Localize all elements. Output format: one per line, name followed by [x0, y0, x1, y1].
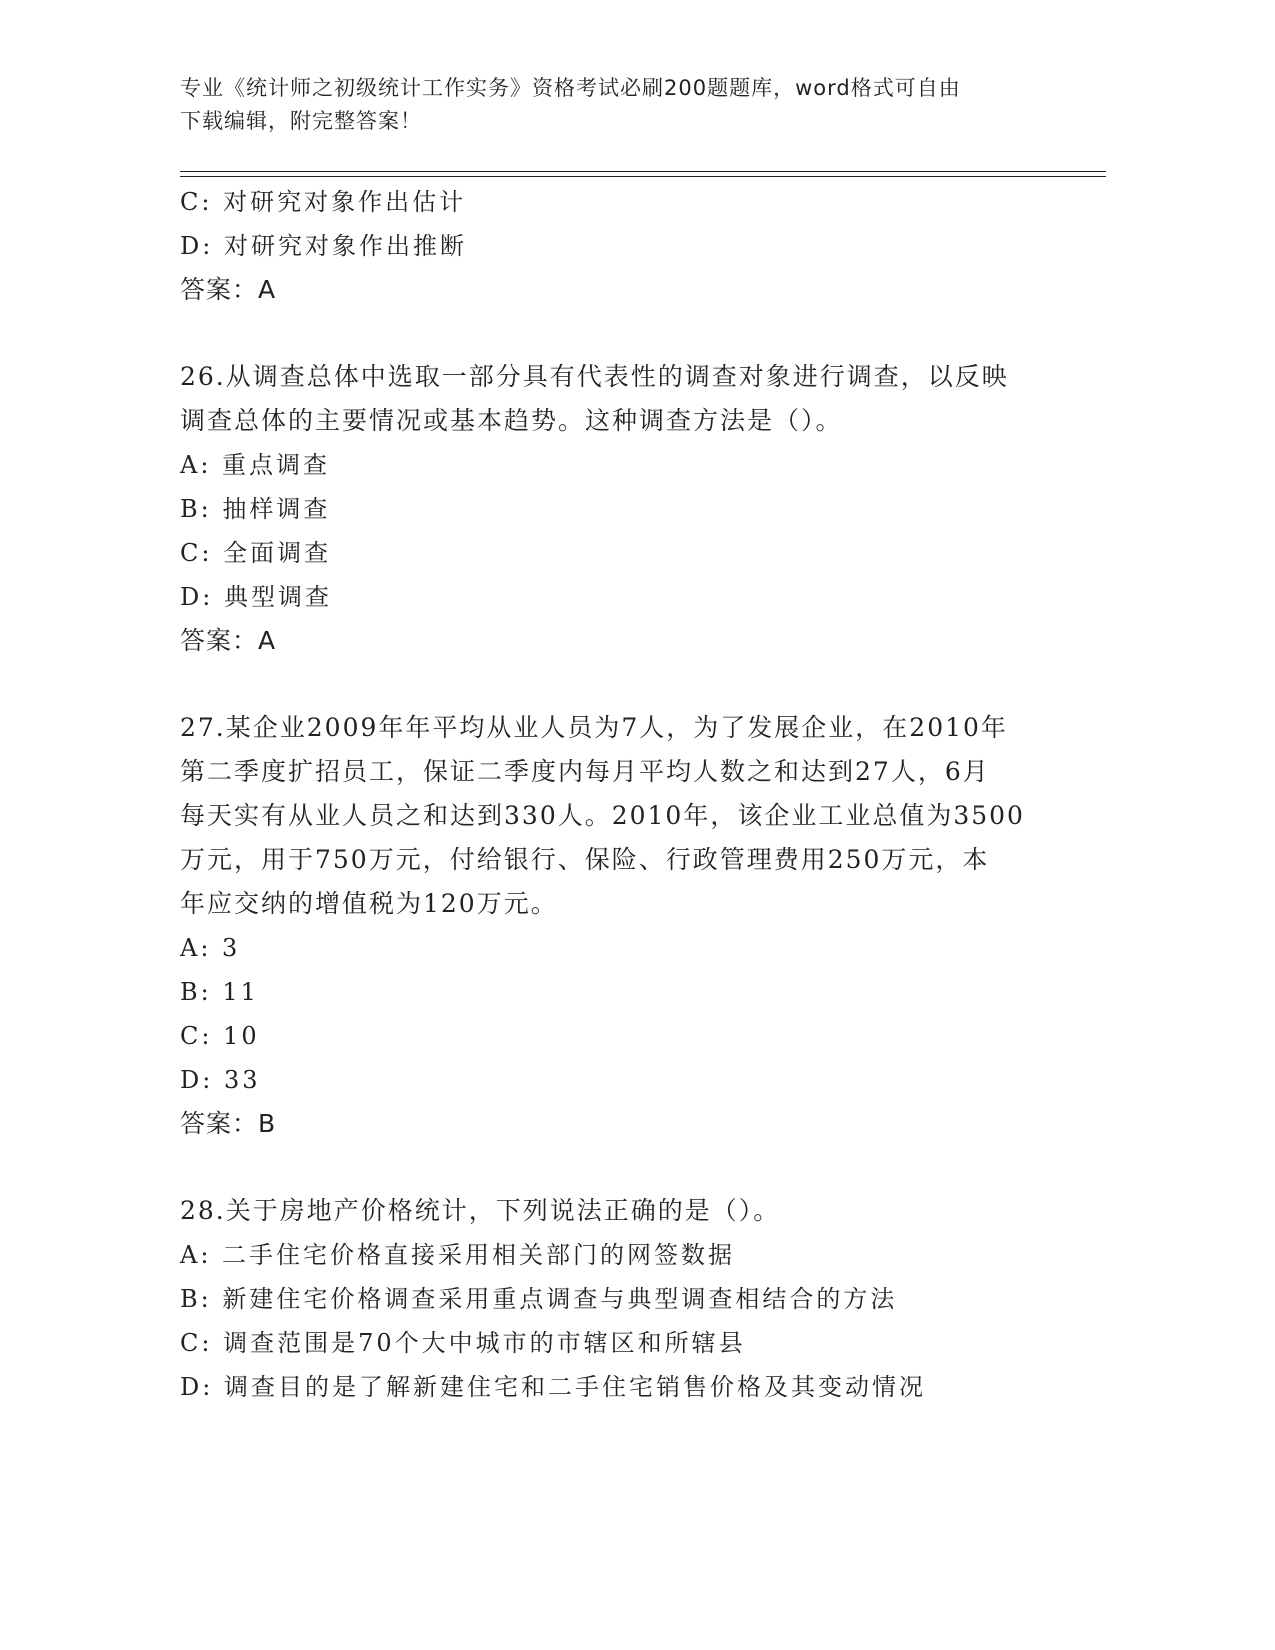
option-a: A: 3	[180, 934, 241, 962]
option-c: C: 10	[180, 1022, 260, 1050]
question-stem-line: 28.关于房地产价格统计，下列说法正确的是（）。	[180, 1196, 781, 1225]
spacer	[180, 312, 1040, 355]
question-stem-line: 每天实有从业人员之和达到330人。2010年，该企业工业总值为3500	[180, 801, 1025, 830]
question-25-tail	[180, 180, 1040, 312]
page-header	[180, 72, 1040, 138]
option-a: A: 重点调查	[180, 451, 331, 479]
header-line-1: 专业《统计师之初级统计工作实务》资格考试必刷200题题库，word格式可自由	[180, 76, 961, 100]
answer-line: 答案：B	[180, 1109, 277, 1138]
question-stem-line: 调查总体的主要情况或基本趋势。这种调查方法是（）。	[180, 406, 843, 435]
header-rule-top	[180, 171, 1106, 172]
option-c: C: 全面调查	[180, 539, 332, 567]
question-26	[180, 355, 1040, 663]
answer-line: 答案：A	[180, 275, 277, 304]
spacer	[180, 663, 1040, 706]
question-stem-line: 26.从调查总体中选取一部分具有代表性的调查对象进行调查，以反映	[180, 362, 1009, 391]
spacer	[180, 1146, 1040, 1189]
option-c: C: 调查范围是70个大中城市的市辖区和所辖县	[180, 1329, 746, 1357]
option-d: D: 调查目的是了解新建住宅和二手住宅销售价格及其变动情况	[180, 1373, 926, 1401]
question-stem-line: 年应交纳的增值税为120万元。	[180, 889, 558, 918]
question-28	[180, 1189, 1040, 1409]
answer-line: 答案：A	[180, 626, 277, 655]
header-rule-bottom	[180, 176, 1106, 177]
option-b: B: 抽样调查	[180, 495, 331, 523]
question-stem-line: 27.某企业2009年年平均从业人员为7人，为了发展企业，在2010年	[180, 713, 1008, 742]
header-line-2: 下载编辑，附完整答案！	[180, 109, 422, 133]
question-stem-line: 万元，用于750万元，付给银行、保险、行政管理费用250万元，本	[180, 845, 990, 874]
option-d: D: 对研究对象作出推断	[180, 232, 467, 260]
option-b: B: 新建住宅价格调查采用重点调查与典型调查相结合的方法	[180, 1285, 898, 1313]
option-d: D: 33	[180, 1066, 261, 1094]
option-c: C: 对研究对象作出估计	[180, 188, 467, 216]
option-b: B: 11	[180, 978, 259, 1006]
option-a: A: 二手住宅价格直接采用相关部门的网签数据	[180, 1241, 736, 1269]
question-27	[180, 706, 1040, 1146]
option-d: D: 典型调查	[180, 583, 332, 611]
document-body	[180, 180, 1040, 1409]
question-stem-line: 第二季度扩招员工，保证二季度内每月平均人数之和达到27人，6月	[180, 757, 990, 786]
